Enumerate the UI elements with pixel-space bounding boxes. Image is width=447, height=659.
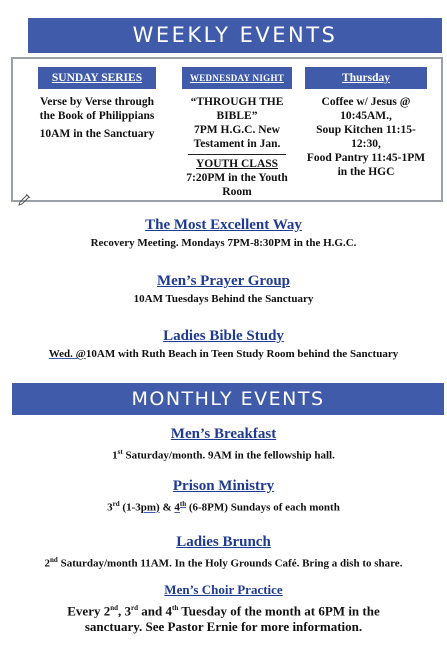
wednesday-through-the-bible: “THROUGH THE BIBLE” bbox=[190, 96, 284, 122]
thursday-soup-kitchen: Soup Kitchen 11:15-12:30, bbox=[316, 124, 416, 150]
thursday-food-pantry: Food Pantry 11:45-1PM bbox=[306, 152, 426, 164]
choir-days: Every 2 bbox=[67, 603, 111, 619]
event-title: The Most Excellent Way bbox=[145, 217, 302, 233]
wednesday-divider bbox=[188, 154, 286, 155]
event-detail-rest: 10AM with Ruth Beach in Teen Study Room behind the Sanctuary bbox=[85, 348, 399, 360]
edit-pencil-icon[interactable] bbox=[17, 193, 31, 207]
ordinal-suffix: th bbox=[179, 500, 187, 508]
sunday-series-time: 10AM in the Sanctuary bbox=[39, 128, 155, 140]
thursday-location: in the HGC bbox=[337, 166, 395, 178]
event-detail bbox=[0, 497, 447, 515]
event-detail-rest: Saturday/month. 9AM in the fellowship hall. bbox=[122, 449, 335, 462]
choir-days: and 4 bbox=[138, 603, 172, 619]
event-prison-ministry bbox=[0, 477, 447, 515]
weekly-events-banner: WEEKLY EVENTS bbox=[28, 18, 442, 53]
time-range: (1-3 bbox=[119, 501, 141, 514]
ordinal-suffix: nd bbox=[110, 604, 119, 612]
wednesday-link[interactable]: Wed. @ bbox=[48, 348, 86, 360]
sunday-series-column bbox=[38, 67, 156, 145]
ordinal-suffix: st bbox=[117, 448, 123, 456]
youth-class-time: 7:20PM in the Youth Room bbox=[186, 172, 288, 198]
time-range-underlined: pm) bbox=[140, 501, 160, 514]
sunday-series-topic: Verse by Verse through the Book of Philippians bbox=[39, 96, 155, 122]
weekly-events-table bbox=[11, 57, 443, 202]
thursday-column bbox=[305, 67, 427, 179]
event-detail-rest: Saturday/month 11AM. In the Holy Grounds Café. Bring a dish to share. bbox=[57, 557, 403, 570]
wednesday-night-column bbox=[182, 67, 292, 199]
ordinal-suffix: rd bbox=[131, 604, 139, 612]
event-ladies-bible-study bbox=[0, 327, 447, 361]
wednesday-bible-time: 7PM H.G.C. New Testament in Jan. bbox=[193, 124, 281, 150]
event-detail bbox=[0, 445, 447, 463]
event-ladies-brunch bbox=[0, 533, 447, 571]
ordinal: 3 bbox=[107, 501, 113, 514]
event-title: Men’s Breakfast bbox=[170, 426, 277, 442]
event-detail-rest: Tuesday of the month at 6PM in the sanctuary. See Pastor Ernie for more information. bbox=[84, 603, 380, 635]
event-detail: 10AM Tuesdays Behind the Sanctuary bbox=[133, 293, 314, 305]
event-title: Ladies Brunch bbox=[176, 534, 271, 550]
thursday-coffee: Coffee w/ Jesus @ 10:45AM., bbox=[321, 96, 411, 122]
sunday-series-heading: SUNDAY SERIES bbox=[38, 67, 156, 89]
event-mens-breakfast bbox=[0, 425, 447, 463]
ampersand: & bbox=[159, 501, 175, 514]
event-most-excellent-way bbox=[0, 216, 447, 250]
event-title: Men’s Prayer Group bbox=[156, 273, 291, 289]
ordinal: 4 bbox=[174, 501, 180, 514]
monthly-events-banner: MONTHLY EVENTS bbox=[12, 383, 444, 415]
choir-days: , 3 bbox=[118, 603, 132, 619]
event-mens-prayer-group bbox=[0, 272, 447, 306]
event-mens-choir-practice bbox=[0, 582, 447, 635]
ordinal-suffix: rd bbox=[112, 500, 120, 508]
event-title: Prison Ministry bbox=[172, 478, 275, 494]
ordinal: 2 bbox=[44, 557, 51, 570]
wednesday-night-heading: WEDNESDAY NIGHT bbox=[182, 67, 292, 89]
event-detail bbox=[0, 347, 447, 361]
ordinal: 1 bbox=[112, 449, 118, 462]
event-detail: Recovery Meeting. Mondays 7PM-8:30PM in the H.G.C. bbox=[90, 237, 357, 249]
ordinal-suffix: th bbox=[171, 604, 179, 612]
event-detail-rest: (6-8PM) Sundays of each month bbox=[186, 501, 340, 514]
event-detail bbox=[0, 600, 447, 635]
ordinal-suffix: nd bbox=[50, 556, 58, 564]
youth-class-heading: YOUTH CLASS bbox=[195, 158, 279, 170]
event-title: Ladies Bible Study bbox=[163, 328, 284, 344]
thursday-heading: Thursday bbox=[305, 67, 427, 89]
event-detail bbox=[0, 553, 447, 571]
event-title: Men’s Choir Practice bbox=[164, 582, 283, 597]
